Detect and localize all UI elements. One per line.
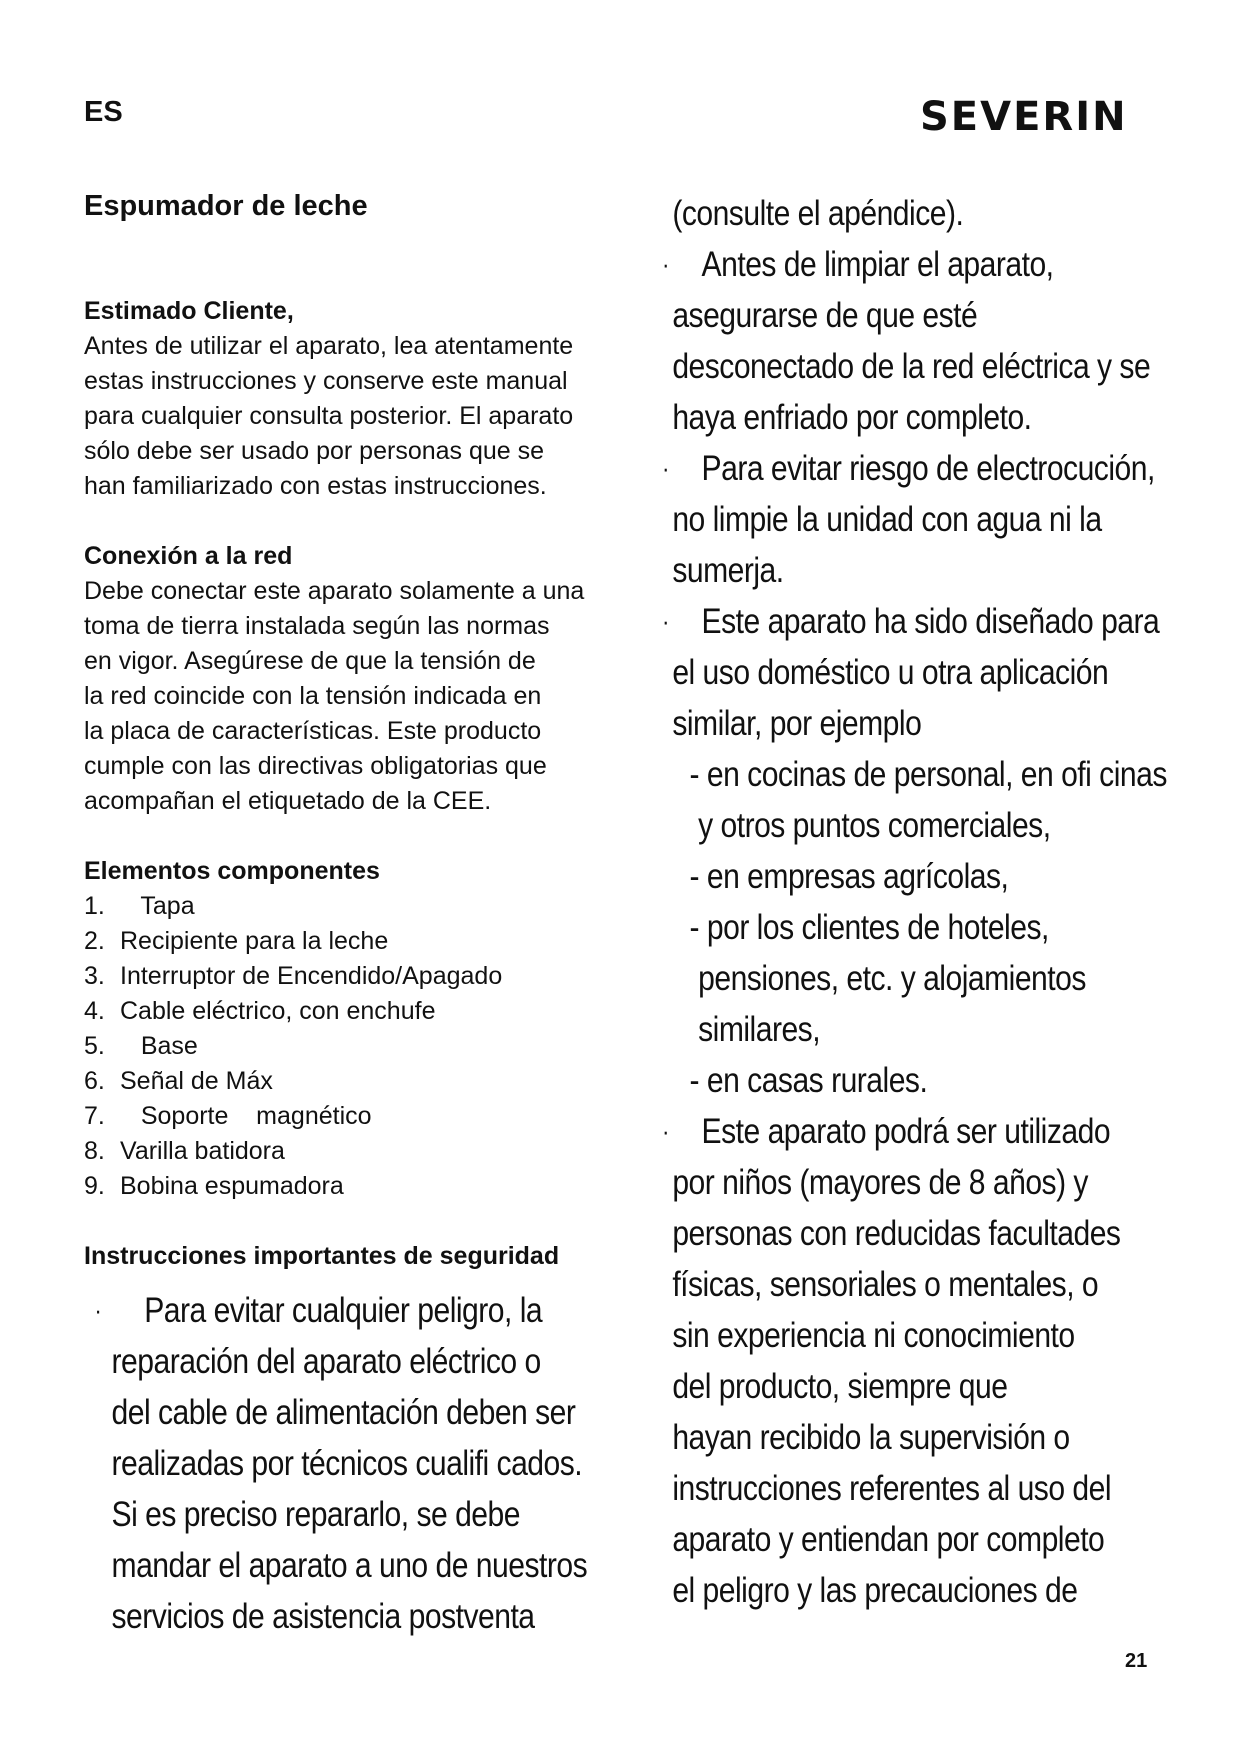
- text-line: reparación del aparato eléctrico o: [111, 1342, 541, 1381]
- bullet-item: · Para evitar cualquier peligro, la: [84, 1285, 587, 1336]
- sub-item: - en empresas agrícolas,: [689, 857, 1009, 896]
- list-item: 5. Base: [84, 1032, 198, 1060]
- sub-item: - en casas rurales.: [689, 1061, 928, 1100]
- list-item: 8. Varilla batidora: [84, 1137, 285, 1165]
- text-line: sumerja.: [672, 551, 784, 590]
- connection-heading: Conexión a la red: [84, 542, 293, 570]
- text-line: acompañan el etiquetado de la CEE.: [84, 787, 492, 815]
- bullet-icon: ·: [662, 249, 669, 279]
- page-number: 21: [1125, 1650, 1148, 1672]
- list-item: 7. Soporte magnético: [84, 1102, 372, 1130]
- language-code: ES: [84, 96, 123, 128]
- text-line: cumple con las directivas obligatorias que: [84, 752, 547, 780]
- text-line: la red coincide con la tensión indicada en: [84, 682, 542, 710]
- text-line: haya enfriado por completo.: [672, 398, 1032, 437]
- intro-heading: Estimado Cliente,: [84, 297, 294, 325]
- bullet-item: · Antes de limpiar el aparato,: [662, 239, 1167, 290]
- bullet-item: · Este aparato ha sido diseñado para: [662, 596, 1167, 647]
- intro-text: [84, 329, 644, 504]
- bullet-icon: ·: [662, 453, 669, 483]
- text-line: no limpie la unidad con agua ni la: [672, 500, 1102, 539]
- text-line: asegurarse de que esté: [672, 296, 978, 335]
- brand-logo: SEVERIN: [920, 94, 1128, 140]
- text-line: han familiarizado con estas instrucciones.: [84, 472, 547, 500]
- bullet-icon: ·: [662, 606, 669, 636]
- sub-item: - en cocinas de personal, en ofi cinas: [689, 755, 1167, 794]
- text-line: aparato y entiendan por completo: [672, 1520, 1105, 1559]
- text-line: físicas, sensoriales o mentales, o: [672, 1265, 1099, 1304]
- bullet-icon: ·: [662, 1116, 669, 1146]
- text-line: personas con reducidas facultades: [672, 1214, 1121, 1253]
- text-line: desconectado de la red eléctrica y se: [672, 347, 1151, 386]
- text-line: del producto, siempre que: [672, 1367, 1008, 1406]
- text-line: por niños (mayores de 8 años) y: [672, 1163, 1088, 1202]
- bullet-item: · Para evitar riesgo de electrocución,: [662, 443, 1167, 494]
- text-line: el peligro y las precauciones de: [672, 1571, 1078, 1610]
- text-line: mandar el aparato a uno de nuestros: [111, 1546, 588, 1585]
- text-line: hayan recibido la supervisión o: [672, 1418, 1070, 1457]
- right-column: [662, 188, 1167, 1616]
- text-line: estas instrucciones y conserve este manual: [84, 367, 568, 395]
- list-item: 2. Recipiente para la leche: [84, 927, 389, 955]
- text-line: en vigor. Asegúrese de que la tensión de: [84, 647, 536, 675]
- text-line: del cable de alimentación deben ser: [111, 1393, 576, 1432]
- list-item: 3. Interruptor de Encendido/Apagado: [84, 962, 503, 990]
- text-line: Si es preciso repararlo, se debe: [111, 1495, 520, 1534]
- left-column: [84, 188, 644, 1274]
- sub-item: y otros puntos comerciales,: [698, 806, 1051, 845]
- components-list: [84, 889, 644, 1204]
- safety-heading: Instrucciones importantes de seguridad: [84, 1242, 560, 1270]
- text-line: sólo debe ser usado por personas que se: [84, 437, 545, 465]
- text-line: similar, por ejemplo: [672, 704, 922, 743]
- list-item: 1. Tapa: [84, 892, 195, 920]
- page-title: Espumador de leche: [84, 190, 368, 222]
- text-line: instrucciones referentes al uso del: [672, 1469, 1112, 1508]
- list-item: 9. Bobina espumadora: [84, 1172, 344, 1200]
- text-line: para cualquier consulta posterior. El aparato: [84, 402, 574, 430]
- list-item: 4. Cable eléctrico, con enchufe: [84, 997, 436, 1025]
- text-line: la placa de características. Este producto: [84, 717, 542, 745]
- sub-item: pensiones, etc. y alojamientos: [698, 959, 1086, 998]
- text-line: toma de tierra instalada según las normas: [84, 612, 550, 640]
- text-line: servicios de asistencia postventa: [111, 1597, 535, 1636]
- sub-item: similares,: [698, 1010, 821, 1049]
- text-line: realizadas por técnicos cualifi cados.: [111, 1444, 583, 1483]
- text-line: sin experiencia ni conocimiento: [672, 1316, 1075, 1355]
- safety-left-block: [84, 1285, 587, 1642]
- connection-text: [84, 574, 644, 819]
- bullet-item: · Este aparato podrá ser utilizado: [662, 1106, 1167, 1157]
- text-line: Debe conectar este aparato solamente a una: [84, 577, 585, 605]
- bullet-icon: ·: [94, 1295, 102, 1325]
- text-line: (consulte el apéndice).: [672, 194, 964, 233]
- sub-item: - por los clientes de hoteles,: [689, 908, 1049, 947]
- text-line: el uso doméstico u otra aplicación: [672, 653, 1109, 692]
- text-line: Antes de utilizar el aparato, lea atentamente: [84, 332, 574, 360]
- components-heading: Elementos componentes: [84, 857, 380, 885]
- list-item: 6. Señal de Máx: [84, 1067, 273, 1095]
